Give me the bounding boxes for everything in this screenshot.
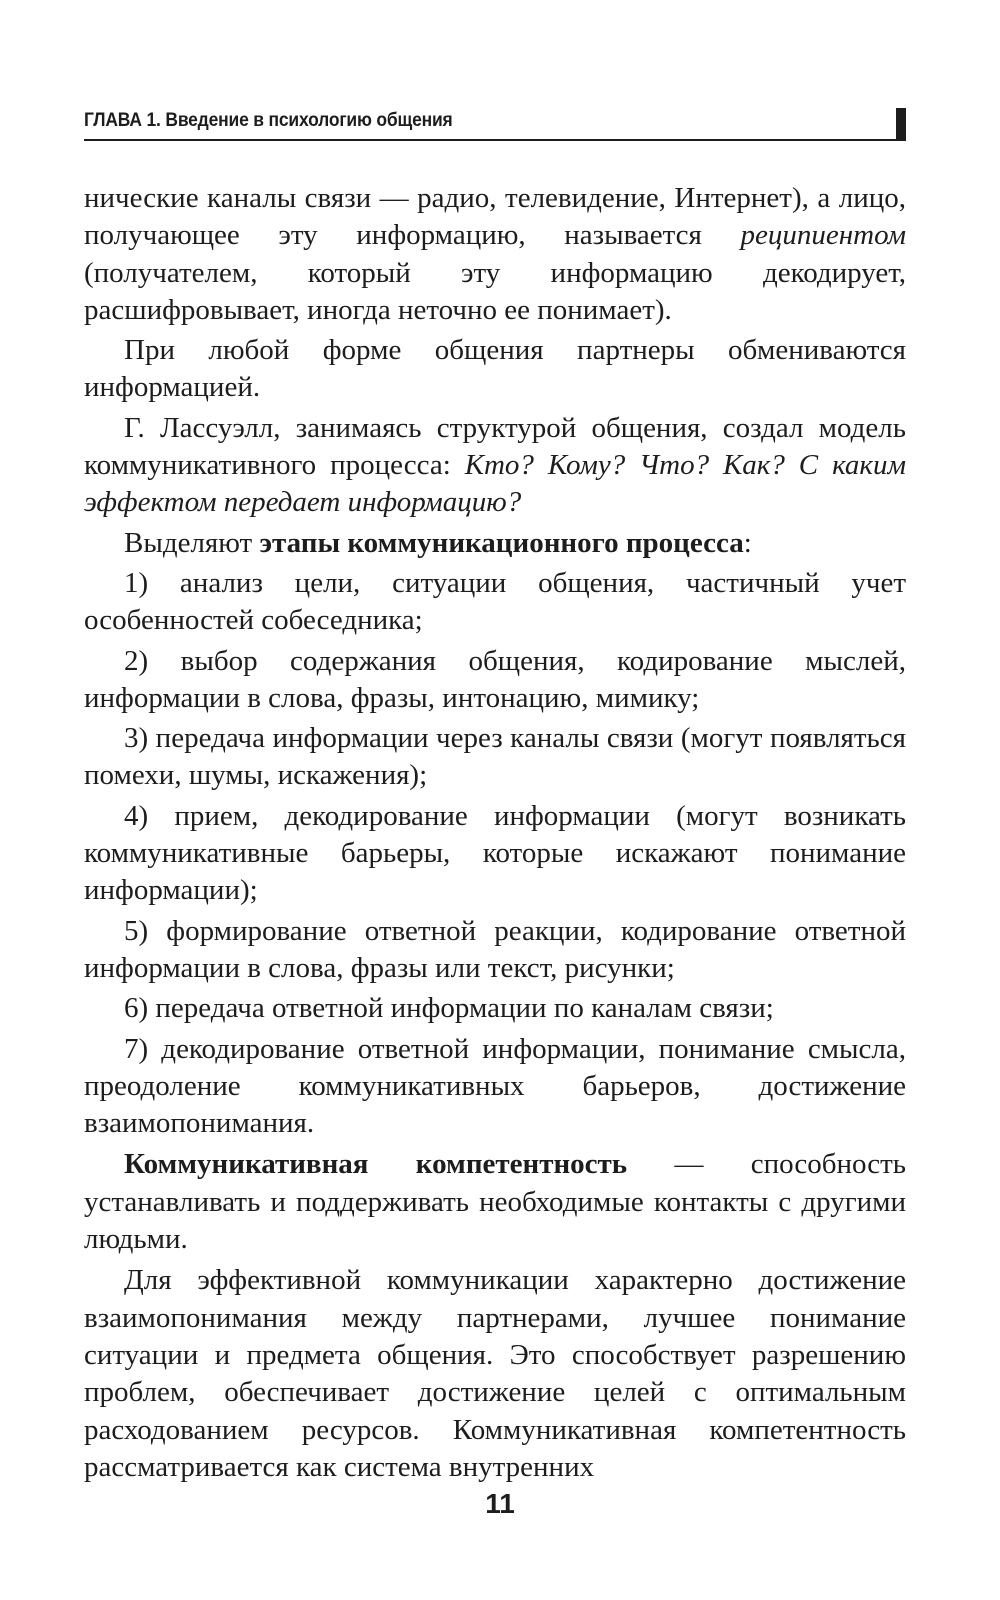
- paragraph-text: Г. Лассуэлл, занимаясь структурой общения, создал модель коммуникативного процесса:: [84, 411, 906, 482]
- paragraph-text: — способность устанавливать и поддерживать необходимые контакты с другими людьми.: [84, 1148, 906, 1256]
- running-header: [84, 108, 906, 144]
- italic-questions: Кто? Кому? Что? Как? С каким эффектом передает информацию?: [84, 449, 906, 519]
- paragraph-text: нические каналы связи — радио, телевидение, Интернет), а лицо, получающее эту информацию, называется: [84, 182, 906, 252]
- paragraph: [84, 180, 906, 329]
- chapter-title: ГЛАВА 1. Введение в психологию общения: [84, 110, 453, 131]
- list-item-stage-7: 7) декодирование ответной информации, понимание смысла, преодоление коммуникативных барьеров, достижение взаимопонимания.: [84, 1032, 906, 1140]
- bold-term: этапы коммуникационного процесса: [259, 526, 744, 559]
- paragraph: [84, 525, 906, 562]
- list-item-stage-4: 4) прием, декодирование информации (могут возникать коммуникативные барьеры, которые искажают понимание информации);: [84, 799, 906, 907]
- paragraph: Для эффективной коммуникации характерно достижение взаимопонимания между партнерами, лучшее понимание ситуации и предмета общения. Это способствует разрешению проблем, обеспечивает достижение целей с оптимальным расходованием ресурсов. Коммуникативная компетентность рассматривается как система внутренних: [84, 1264, 906, 1483]
- paragraph: [84, 410, 906, 522]
- paragraph-text: :: [743, 526, 752, 559]
- italic-term: реципиентом: [740, 219, 906, 252]
- list-item-stage-3: 3) передача информации через каналы связи (могут появляться помехи, шумы, искажения);: [84, 722, 906, 792]
- list-item-stage-6: 6) передача ответной информации по каналам связи;: [124, 992, 774, 1025]
- list-item-stage-5: 5) формирование ответной реакции, кодирование ответной информации в слова, фразы или текст, рисунки;: [84, 914, 906, 984]
- body-text: [84, 180, 906, 1486]
- paragraph-text: (получателем, который эту информацию декодирует, расшифровывает, иногда неточно ее понимает).: [84, 256, 906, 326]
- paragraph: [84, 1146, 906, 1258]
- paragraph-text: Выделяют: [124, 526, 260, 559]
- paragraph: При любой форме общения партнеры обмениваются информацией.: [84, 334, 906, 404]
- list-item-stage-1: 1) анализ цели, ситуации общения, частичный учет особенностей собеседника;: [84, 566, 906, 637]
- list-item-stage-2: 2) выбор содержания общения, кодирование мыслей, информации в слова, фразы, интонацию, мимику;: [84, 644, 906, 714]
- header-rule: [84, 139, 906, 141]
- header-marker-bar: [896, 108, 906, 141]
- bold-term: Коммуникативная компетентность: [124, 1148, 628, 1181]
- page-number: 11: [485, 1488, 515, 1519]
